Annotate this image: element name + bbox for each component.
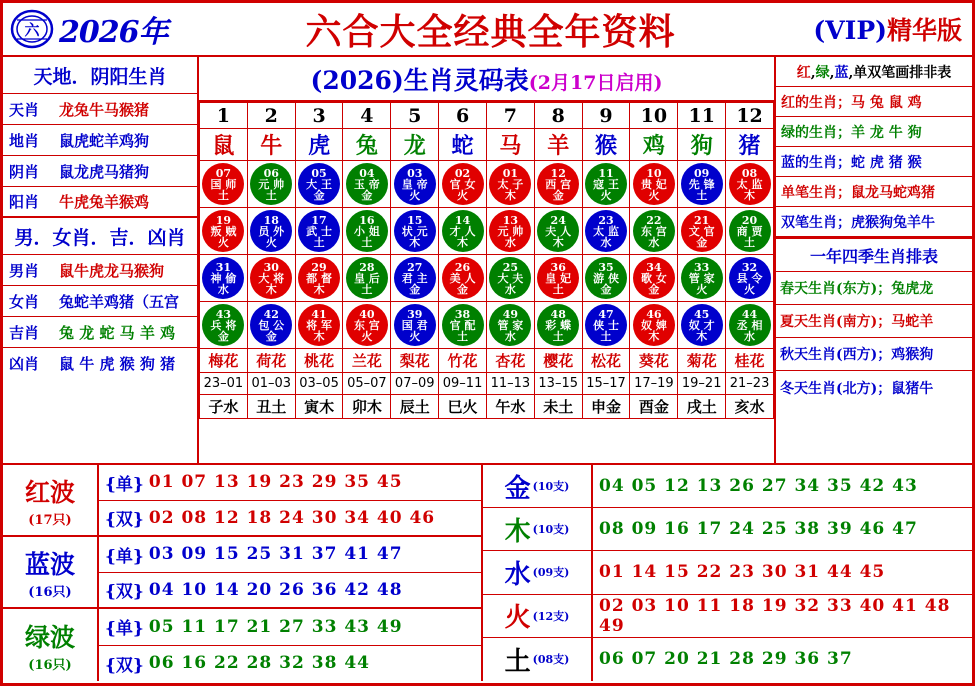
ball-cell: 20 商 贾 土 [726, 208, 774, 255]
list-item [3, 255, 197, 286]
ball-cell: 06 元 帅 土 [247, 161, 295, 208]
ball-cell: 12 西 宫 金 [534, 161, 582, 208]
right-section1-title: 红,绿,蓝,单双笔画排非表 [776, 57, 972, 87]
table-row-column-numbers [200, 103, 774, 129]
ball-cell: 04 玉 帝 金 [343, 161, 391, 208]
zodiac-name: 龙 [391, 129, 439, 161]
list-item: 绿的生肖；羊 龙 牛 狗 [776, 117, 972, 147]
list-item [3, 187, 197, 218]
element-label [483, 551, 593, 593]
list-item: 夏天生肖(南方)；马蛇羊 [776, 305, 972, 338]
list-item [3, 348, 197, 379]
zodiac-name: 羊 [534, 129, 582, 161]
wave-label [3, 609, 99, 681]
branch-name: 辰土 [391, 395, 439, 419]
table-row-zodiac [200, 129, 774, 161]
element-name: 木 [504, 516, 531, 547]
element-row-fire [483, 595, 972, 638]
color-blue-label: 蓝 [834, 65, 849, 81]
ball-cell: 39 国 君 火 [391, 302, 439, 349]
left-section2-title: 男．女肖．吉．凶肖 [3, 218, 197, 255]
ball-cell: 17 武 士 土 [295, 208, 343, 255]
ball-cell: 09 先 锋 土 [678, 161, 726, 208]
right-section2-title: 一年四季生肖排表 [776, 237, 972, 272]
column-number: 9 [582, 103, 630, 129]
element-row-earth [483, 638, 972, 681]
zodiac-table-title-main: (2026)生肖灵码表 [310, 66, 529, 95]
row-label: 地肖 [9, 131, 40, 150]
zodiac-name: 牛 [247, 129, 295, 161]
time-range: 11–13 [486, 373, 534, 395]
list-item [3, 156, 197, 187]
wave-line-odd [99, 537, 481, 572]
list-item: 春天生肖(东方)；兔虎龙 [776, 272, 972, 305]
column-number: 4 [343, 103, 391, 129]
wave-numbers [99, 465, 481, 535]
brand-logo-icon [9, 8, 55, 50]
row-value: 鼠龙虎马猪狗 [59, 162, 150, 181]
ball-cell: 16 小 姐 土 [343, 208, 391, 255]
ball-cell: 03 皇 帝 火 [391, 161, 439, 208]
row-label: 男肖 [9, 261, 40, 280]
even-tag: {双} [105, 510, 144, 531]
wave-label [3, 465, 99, 535]
flower-name: 葵花 [630, 349, 678, 373]
column-number: 6 [439, 103, 487, 129]
column-number: 8 [534, 103, 582, 129]
zodiac-name: 鸡 [630, 129, 678, 161]
even-tag: {双} [105, 655, 144, 676]
zodiac-name: 猪 [726, 129, 774, 161]
flower-name: 桃花 [295, 349, 343, 373]
element-count: (09支) [532, 566, 570, 580]
list-item [3, 286, 197, 317]
time-range: 09–11 [439, 373, 487, 395]
time-range: 05–07 [343, 373, 391, 395]
wave-name: 红波 [24, 477, 75, 507]
flower-name: 梅花 [200, 349, 248, 373]
wave-section [3, 465, 483, 681]
ball-cell: 46 奴 婢 木 [630, 302, 678, 349]
ball-cell: 43 兵 将 金 [200, 302, 248, 349]
wave-line-odd [99, 465, 481, 500]
branch-name: 巳火 [439, 395, 487, 419]
element-name: 火 [504, 603, 531, 634]
ball-cell: 31 神 偷 水 [200, 255, 248, 302]
ball-cell: 42 包 公 金 [247, 302, 295, 349]
row-label: 女肖 [9, 292, 40, 311]
ball-cell: 36 皇 妃 土 [534, 255, 582, 302]
element-label [483, 465, 593, 507]
wave-label [3, 537, 99, 607]
vip-suffix-label: 精华版 [886, 16, 962, 45]
flower-name: 竹花 [439, 349, 487, 373]
time-range: 15–17 [582, 373, 630, 395]
wave-number-list: 01 07 13 19 23 29 35 45 [148, 472, 403, 493]
zodiac-code-table [199, 102, 774, 419]
list-item: 单笔生肖；鼠龙马蛇鸡猪 [776, 177, 972, 207]
column-number: 2 [247, 103, 295, 129]
wave-line-even [99, 572, 481, 608]
wave-number-list: 03 09 15 25 31 37 41 47 [148, 544, 403, 565]
wave-number-list: 06 16 22 28 32 38 44 [148, 653, 370, 674]
wave-numbers [99, 537, 481, 607]
wave-line-even [99, 645, 481, 682]
flower-name: 樱花 [534, 349, 582, 373]
ball-cell: 01 太 子 木 [486, 161, 534, 208]
branch-name: 申金 [582, 395, 630, 419]
ball-cell: 23 太 监 水 [582, 208, 630, 255]
time-range: 21–23 [726, 373, 774, 395]
zodiac-name: 鼠 [200, 129, 248, 161]
element-section [483, 465, 972, 681]
flower-name: 荷花 [247, 349, 295, 373]
branch-name: 卯木 [343, 395, 391, 419]
column-number: 12 [726, 103, 774, 129]
time-range: 13–15 [534, 373, 582, 395]
flower-name: 杏花 [486, 349, 534, 373]
ball-cell: 35 游 侠 金 [582, 255, 630, 302]
time-range: 23–01 [200, 373, 248, 395]
branch-name: 寅木 [295, 395, 343, 419]
wave-name: 绿波 [24, 622, 75, 652]
footer [3, 465, 972, 681]
list-item [3, 94, 197, 125]
ball-cell: 47 侠 士 土 [582, 302, 630, 349]
branch-name: 午水 [486, 395, 534, 419]
element-number-list: 06 07 20 21 28 29 36 37 [599, 649, 853, 670]
ball-cell: 28 皇 后 土 [343, 255, 391, 302]
wave-numbers [99, 609, 481, 681]
list-item [3, 317, 197, 348]
ball-cell: 15 状 元 木 [391, 208, 439, 255]
time-range: 19–21 [678, 373, 726, 395]
element-label [483, 595, 593, 637]
wave-block-blue [3, 537, 481, 609]
ball-cell: 32 县 令 火 [726, 255, 774, 302]
ball-cell: 18 员 外 火 [247, 208, 295, 255]
branch-name: 丑土 [247, 395, 295, 419]
row-label: 天肖 [9, 100, 40, 119]
zodiac-name: 兔 [343, 129, 391, 161]
row-value: 鼠 牛 虎 猴 狗 猪 [59, 355, 176, 373]
table-row-flowers [200, 349, 774, 373]
row-label: 阳肖 [9, 193, 40, 211]
left-column [3, 57, 199, 463]
column-number: 10 [630, 103, 678, 129]
flower-name: 兰花 [343, 349, 391, 373]
ball-cell: 19 叛 贼 火 [200, 208, 248, 255]
ball-cell: 49 管 家 水 [486, 302, 534, 349]
flower-name: 梨花 [391, 349, 439, 373]
ball-cell: 14 才 人 木 [439, 208, 487, 255]
wave-number-list: 05 11 17 21 27 33 43 49 [148, 616, 403, 637]
element-row-gold [483, 465, 972, 508]
column-number: 7 [486, 103, 534, 129]
zodiac-table-title-sub: (2月17日启用) [528, 72, 663, 94]
element-row-water [483, 551, 972, 594]
zodiac-name: 狗 [678, 129, 726, 161]
branch-name: 子水 [200, 395, 248, 419]
row-value: 兔蛇羊鸡猪（五宫 [59, 292, 180, 311]
element-number-list: 01 14 15 22 23 30 31 44 45 [599, 562, 886, 583]
ball-cell: 48 彩 蝶 土 [534, 302, 582, 349]
element-label [483, 508, 593, 550]
wave-number-list: 04 10 14 20 26 36 42 48 [148, 579, 403, 600]
row-value: 鼠虎蛇羊鸡狗 [59, 131, 150, 150]
vip-label: (VIP) [813, 16, 887, 45]
zodiac-name: 马 [486, 129, 534, 161]
row-label: 阴肖 [9, 162, 40, 181]
ball-cell: 26 美 人 金 [439, 255, 487, 302]
branch-name: 酉金 [630, 395, 678, 419]
wave-block-green [3, 609, 481, 681]
element-label [483, 638, 593, 681]
time-range: 17–19 [630, 373, 678, 395]
center-column [199, 57, 776, 463]
time-range: 03–05 [295, 373, 343, 395]
branch-name: 亥水 [726, 395, 774, 419]
ball-cell: 25 大 夫 水 [486, 255, 534, 302]
list-item [3, 125, 197, 156]
list-item: 冬天生肖(北方)；鼠猪牛 [780, 380, 934, 397]
wave-count: (16只) [28, 657, 72, 673]
row-label: 凶肖 [9, 355, 40, 373]
wave-line-even [99, 500, 481, 536]
ball-cell: 45 奴 才 木 [678, 302, 726, 349]
odd-tag: {单} [105, 619, 144, 640]
element-name: 金 [504, 473, 531, 504]
ball-cell: 27 君 主 金 [391, 255, 439, 302]
element-number-list: 02 03 10 11 18 19 32 33 40 41 48 49 [599, 595, 951, 636]
element-number-list: 04 05 12 13 26 27 34 35 42 43 [599, 476, 918, 497]
ball-cell: 34 歌 女 金 [630, 255, 678, 302]
wave-count: (16只) [28, 584, 72, 600]
page-title: 六合大全经典全年资料 [305, 10, 676, 53]
row-value: 龙兔牛马猴猪 [59, 100, 150, 119]
element-name: 水 [504, 559, 531, 590]
wave-line-odd [99, 609, 481, 645]
odd-tag: {单} [105, 474, 144, 495]
svg-text:六: 六 [24, 21, 40, 39]
ball-cell: 24 夫 人 木 [534, 208, 582, 255]
wave-number-list: 02 08 12 18 24 30 34 40 46 [148, 507, 436, 528]
element-number-list: 08 09 16 17 24 25 38 39 46 47 [599, 519, 918, 540]
time-range: 01–03 [247, 373, 295, 395]
element-row-wood [483, 508, 972, 551]
body-columns [3, 57, 972, 465]
element-count: (10支) [532, 480, 570, 494]
ball-cell: 38 官 配 土 [439, 302, 487, 349]
ball-cell: 44 丞 相 水 [726, 302, 774, 349]
row-value: 兔 龙 蛇 马 羊 鸡 [59, 323, 176, 342]
branch-name: 戌土 [678, 395, 726, 419]
ball-cell: 29 都 督 木 [295, 255, 343, 302]
ball-cell: 21 文 官 金 [678, 208, 726, 255]
zodiac-name: 蛇 [439, 129, 487, 161]
row-value: 牛虎兔羊猴鸡 [59, 193, 150, 211]
column-number: 3 [295, 103, 343, 129]
list-item: 秋天生肖(西方)；鸡猴狗 [776, 338, 972, 371]
right-column [776, 57, 972, 463]
table-row [200, 302, 774, 349]
ball-cell: 13 元 帅 水 [486, 208, 534, 255]
flower-name: 菊花 [678, 349, 726, 373]
ball-cell: 41 将 军 木 [295, 302, 343, 349]
table-row-times [200, 373, 774, 395]
right-title-tail: ,单双笔画排非表 [848, 65, 952, 81]
ball-cell: 22 东 宫 水 [630, 208, 678, 255]
zodiac-name: 猴 [582, 129, 630, 161]
ball-cell: 10 贵 妃 火 [630, 161, 678, 208]
list-item: 双笔生肖；虎猴狗兔羊牛 [776, 207, 972, 237]
column-number: 11 [678, 103, 726, 129]
column-number: 1 [200, 103, 248, 129]
header [3, 3, 972, 57]
row-value: 鼠牛虎龙马猴狗 [59, 261, 165, 280]
wave-name: 蓝波 [24, 549, 75, 579]
wave-count: (17只) [28, 512, 72, 528]
ball-cell: 11 寇 王 火 [582, 161, 630, 208]
odd-tag: {单} [105, 546, 144, 567]
wave-block-red [3, 465, 481, 537]
branch-name: 未土 [534, 395, 582, 419]
left-section1-title: 天地．阴阳生肖 [3, 57, 197, 94]
year-title: 2026年 [59, 15, 168, 50]
time-range: 07–09 [391, 373, 439, 395]
color-green-label: 绿 [815, 65, 830, 81]
ball-cell: 05 大 王 金 [295, 161, 343, 208]
list-item: 蓝的生肖；蛇 虎 猪 猴 [776, 147, 972, 177]
color-red-label: 红 [796, 65, 811, 81]
ball-cell: 33 管 家 火 [678, 255, 726, 302]
element-count: (12支) [532, 609, 570, 623]
row-label: 吉肖 [9, 323, 40, 342]
table-row [200, 255, 774, 302]
even-tag: {双} [105, 582, 144, 603]
element-count: (10支) [532, 523, 570, 537]
ball-cell: 07 国 师 土 [200, 161, 248, 208]
table-row [200, 161, 774, 208]
ball-cell: 40 东 宫 火 [343, 302, 391, 349]
column-number: 5 [391, 103, 439, 129]
zodiac-name: 虎 [295, 129, 343, 161]
ball-cell: 30 大 将 木 [247, 255, 295, 302]
flower-name: 松花 [582, 349, 630, 373]
table-row [200, 208, 774, 255]
table-row-branches [200, 395, 774, 419]
zodiac-table-title [199, 57, 774, 102]
vip-badge [813, 11, 966, 47]
ball-cell: 08 太 监 木 [726, 161, 774, 208]
flower-name: 桂花 [726, 349, 774, 373]
element-count: (08支) [532, 653, 570, 667]
ball-cell: 02 官 女 火 [439, 161, 487, 208]
list-item: 红的生肖；马 兔 鼠 鸡 [776, 87, 972, 117]
element-name: 土 [504, 646, 531, 677]
